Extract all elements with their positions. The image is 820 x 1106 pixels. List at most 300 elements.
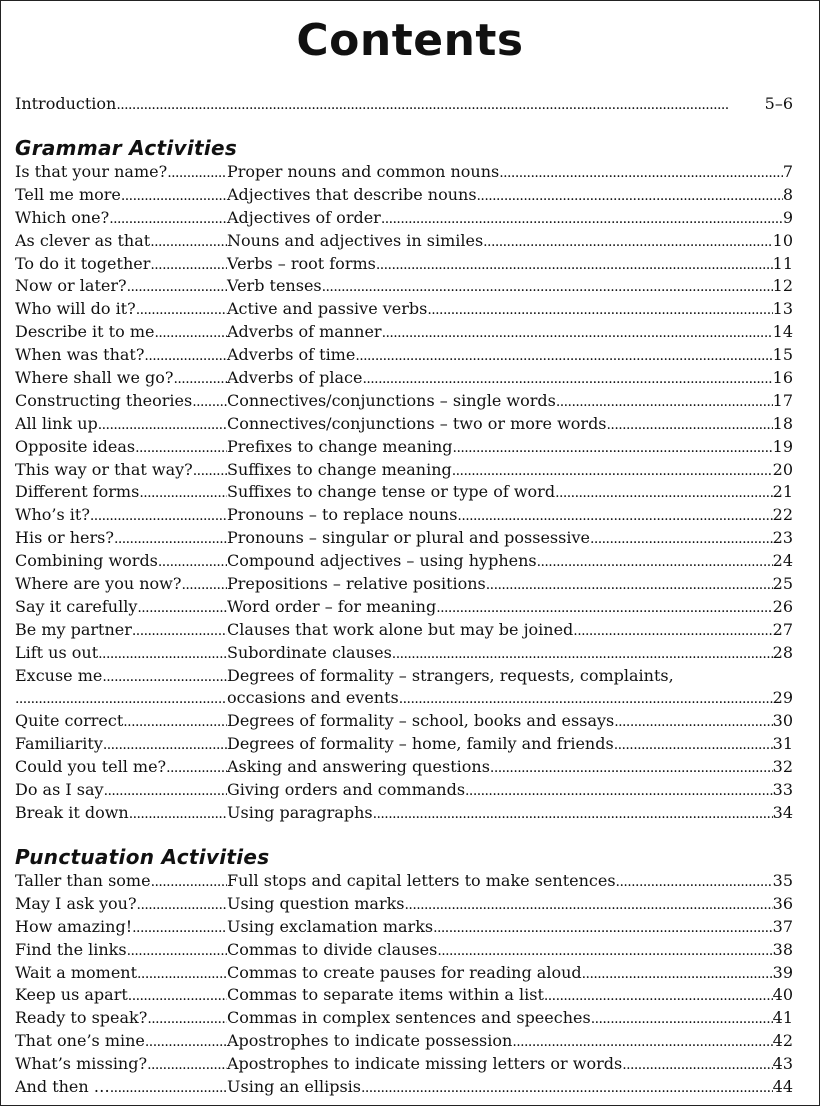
dot-leader: [457, 504, 772, 528]
dot-leader: [102, 665, 227, 689]
dot-leader: [322, 275, 773, 299]
topic-cell: [227, 573, 793, 597]
toc-entry[interactable]: [15, 504, 793, 527]
toc-entry[interactable]: [15, 367, 793, 390]
topic-title: Using exclamation marks: [227, 916, 434, 936]
activity-title: All link up: [15, 413, 98, 433]
activity-title: Keep us apart: [15, 985, 128, 1005]
activity-cell: [15, 459, 227, 483]
page-number: 38: [772, 939, 793, 959]
page-number: 44: [772, 1077, 793, 1097]
topic-title: Asking and answering questions: [227, 757, 490, 777]
activity-title: How amazing!: [15, 916, 133, 936]
page-number: 9: [782, 207, 793, 227]
activity-title: Say it carefully: [15, 596, 138, 616]
activity-cell: [15, 390, 227, 414]
activity-cell: [15, 367, 227, 391]
toc-entry[interactable]: [15, 1030, 793, 1053]
toc-entry[interactable]: [15, 802, 793, 825]
dot-leader: [158, 550, 227, 574]
activity-title: To do it together: [15, 253, 151, 273]
dot-leader: [556, 390, 773, 414]
page-number: 37: [772, 916, 793, 936]
topic-cell: [227, 390, 793, 414]
page-number: 30: [772, 711, 793, 731]
page-number: 24: [772, 551, 793, 571]
dot-leader: [590, 527, 773, 551]
activity-cell: [15, 321, 227, 345]
activity-title: And then …: [15, 1077, 110, 1097]
topic-title: Adjectives of order: [227, 207, 381, 227]
dot-leader: [128, 984, 227, 1008]
dot-leader: [544, 984, 773, 1008]
activity-title: As clever as that: [15, 230, 151, 250]
topic-cell: [227, 527, 793, 551]
activity-cell: [15, 665, 227, 711]
dot-leader: [98, 642, 227, 666]
dot-leader: [147, 1053, 227, 1077]
dot-leader: [490, 756, 773, 780]
dot-leader: [381, 207, 783, 231]
toc-entry[interactable]: [15, 962, 793, 985]
activity-cell: [15, 893, 227, 917]
activity-title: Who will do it?: [15, 299, 136, 319]
dot-leader: [110, 1076, 227, 1100]
dot-leader: [607, 413, 773, 437]
toc-entry[interactable]: [15, 573, 793, 596]
topic-title: Pronouns – singular or plural and possessive: [227, 528, 590, 548]
toc-entry[interactable]: [15, 481, 793, 504]
topic-title: Apostrophes to indicate missing letters or words: [227, 1054, 623, 1074]
topic-cell: [227, 802, 793, 826]
page-number: 11: [772, 253, 793, 273]
topic-cell: [227, 642, 793, 666]
intro-pages: 5–6: [764, 94, 793, 113]
page-number: 10: [772, 230, 793, 250]
page-number: 28: [772, 642, 793, 662]
topic-title: Verbs – root forms: [227, 253, 376, 273]
dot-leader: [582, 962, 773, 986]
dot-leader: [145, 1030, 227, 1054]
dot-leader: [121, 184, 227, 208]
dot-leader: [150, 230, 227, 254]
intro-entry[interactable]: [15, 93, 793, 115]
topic-cell: [227, 504, 793, 528]
topic-cell: [227, 779, 793, 803]
topic-cell: [227, 207, 793, 231]
toc-entry[interactable]: [15, 344, 793, 367]
activity-cell: [15, 802, 227, 826]
activity-title: His or hers?: [15, 528, 114, 548]
dot-leader: [116, 93, 764, 116]
dot-leader: [137, 962, 227, 986]
page-number: 19: [772, 436, 793, 456]
dot-leader: [373, 802, 773, 826]
page-number: 20: [772, 459, 793, 479]
activity-cell: [15, 1076, 227, 1100]
activity-cell: [15, 275, 227, 299]
page-number: 7: [782, 162, 793, 181]
dot-leader: [427, 298, 772, 322]
toc-entry[interactable]: [15, 298, 793, 321]
activity-title: Taller than some: [15, 871, 151, 890]
dot-leader: [129, 802, 227, 826]
page-title: Contents: [296, 15, 524, 66]
dot-leader: [137, 596, 227, 620]
topic-title: Clauses that work alone but may be joined: [227, 619, 574, 639]
page-number: 22: [772, 505, 793, 525]
activity-title: Which one?: [15, 207, 110, 227]
topic-title: Using question marks: [227, 893, 405, 913]
topic-cell: [227, 1076, 793, 1100]
activity-cell: [15, 870, 227, 894]
dot-leader: [614, 733, 773, 757]
topic-title-line1: Degrees of formality – strangers, requests, complaints,: [227, 665, 674, 685]
toc-entry[interactable]: [15, 207, 793, 230]
activity-cell: [15, 573, 227, 597]
activity-title: Could you tell me?: [15, 757, 167, 777]
page-number: 42: [772, 1031, 793, 1051]
activity-cell: [15, 436, 227, 460]
topic-title: Commas to create pauses for reading aloud: [227, 962, 582, 982]
toc-entry[interactable]: [15, 390, 793, 413]
topic-cell: [227, 230, 793, 254]
page-number: 33: [772, 780, 793, 800]
page-number: 8: [782, 184, 793, 204]
topic-cell: [227, 436, 793, 460]
activity-title: Do as I say: [15, 780, 104, 800]
topic-cell: [227, 1053, 793, 1077]
dot-leader: [399, 687, 773, 711]
topic-cell: [227, 459, 793, 483]
toc-entry[interactable]: [15, 916, 793, 939]
grammar-list: [15, 161, 793, 825]
activity-title: Quite correct: [15, 711, 124, 731]
dot-leader: [135, 436, 227, 460]
toc-entry[interactable]: [15, 619, 793, 642]
activity-cell: [15, 939, 227, 963]
page-number: 26: [772, 596, 793, 616]
intro-label: Introduction: [15, 94, 117, 113]
topic-cell: [227, 916, 793, 940]
topic-title: Adverbs of time: [227, 345, 356, 365]
dot-leader: [127, 939, 227, 963]
page-number: 34: [772, 802, 793, 822]
topic-title: Suffixes to change meaning: [227, 459, 452, 479]
dot-leader: [437, 939, 772, 963]
toc-entry[interactable]: [15, 1076, 793, 1099]
dot-leader: [616, 870, 773, 894]
topic-cell: [227, 275, 793, 299]
dot-leader: [103, 733, 227, 757]
activity-cell: [15, 161, 227, 185]
topic-cell: [227, 984, 793, 1008]
activity-title: Constructing theories: [15, 390, 193, 410]
toc-entry[interactable]: [15, 275, 793, 298]
dot-leader: [167, 161, 227, 185]
punctuation-heading: Punctuation Activities: [15, 845, 270, 869]
page-number: 36: [772, 893, 793, 913]
activity-cell: [15, 596, 227, 620]
dot-leader: [591, 1007, 773, 1031]
dot-leader: [512, 1030, 772, 1054]
topic-cell: [227, 1030, 793, 1054]
topic-title: Connectives/conjunctions – two or more words: [227, 413, 607, 433]
topic-cell: [227, 962, 793, 986]
toc-entry[interactable]: [15, 733, 793, 756]
activity-cell: [15, 550, 227, 574]
activity-cell: [15, 756, 227, 780]
topic-title: Adverbs of place: [227, 368, 363, 388]
topic-title: Active and passive verbs: [227, 299, 428, 319]
activity-title: Combining words: [15, 551, 158, 571]
topic-cell: [227, 1007, 793, 1031]
page-number: 12: [772, 276, 793, 296]
topic-cell: [227, 939, 793, 963]
topic-cell: [227, 481, 793, 505]
dot-leader: [136, 298, 227, 322]
activity-title: This way or that way?: [15, 459, 193, 479]
activity-cell: [15, 916, 227, 940]
topic-cell: [227, 161, 793, 185]
dot-leader: [452, 459, 773, 483]
toc-entry[interactable]: [15, 870, 793, 893]
dot-leader: [90, 504, 227, 528]
activity-title: Lift us out: [15, 642, 99, 662]
page-number: 14: [772, 322, 793, 342]
activity-cell: [15, 207, 227, 231]
activity-title: Tell me more: [15, 184, 121, 204]
topic-cell: [227, 184, 793, 208]
topic-title: Adjectives that describe nouns: [227, 184, 477, 204]
topic-title: Degrees of formality – home, family and friends: [227, 734, 614, 754]
activity-cell: [15, 298, 227, 322]
activity-title: Break it down: [15, 802, 129, 822]
activity-title: Describe it to me: [15, 322, 155, 342]
dot-leader: [555, 481, 773, 505]
page-number: 32: [772, 757, 793, 777]
page-number: 35: [772, 871, 793, 890]
activity-cell: [15, 253, 227, 277]
dot-leader: [137, 893, 227, 917]
activity-cell: [15, 527, 227, 551]
topic-cell: [227, 596, 793, 620]
dot-leader: [477, 184, 783, 208]
activity-title: Opposite ideas: [15, 436, 136, 456]
toc-entry[interactable]: [15, 779, 793, 802]
page-number: 25: [772, 574, 793, 594]
topic-title: Connectives/conjunctions – single words: [227, 390, 556, 410]
dot-leader: [132, 916, 227, 940]
toc-entry[interactable]: [15, 230, 793, 253]
dot-leader: [166, 756, 227, 780]
toc-entry[interactable]: [15, 527, 793, 550]
activity-cell: [15, 1030, 227, 1054]
activity-cell: [15, 481, 227, 505]
grammar-heading: Grammar Activities: [15, 136, 238, 160]
dot-leader: [123, 710, 227, 734]
toc-entry[interactable]: [15, 184, 793, 207]
dot-leader: [499, 161, 783, 185]
dot-leader: [573, 619, 772, 643]
topic-cell: [227, 344, 793, 368]
activity-title: Is that your name?: [15, 162, 168, 181]
toc-entry[interactable]: [15, 939, 793, 962]
dot-leader: [144, 344, 227, 368]
dot-leader: [174, 367, 228, 391]
page-number: 29: [772, 688, 793, 708]
topic-title: Pronouns – to replace nouns: [227, 505, 458, 525]
toc-entry[interactable]: [15, 756, 793, 779]
topic-title: Giving orders and commands: [227, 780, 466, 800]
dot-leader: [139, 481, 227, 505]
dot-leader: [405, 893, 773, 917]
dot-leader: [181, 573, 227, 597]
page-number: 41: [772, 1008, 793, 1028]
dot-leader: [483, 230, 772, 254]
dot-leader: [114, 527, 227, 551]
activity-title: Wait a moment: [15, 962, 138, 982]
activity-cell: [15, 184, 227, 208]
toc-entry[interactable]: [15, 550, 793, 573]
toc-entry[interactable]: [15, 984, 793, 1007]
dot-leader: [376, 253, 773, 277]
topic-title: Adverbs of manner: [227, 322, 382, 342]
activity-title: Excuse me: [15, 665, 103, 685]
activity-cell: [15, 344, 227, 368]
activity-title: Be my partner: [15, 619, 132, 639]
topic-title: Compound adjectives – using hyphens: [227, 551, 537, 571]
activity-cell: [15, 733, 227, 757]
activity-cell: [15, 413, 227, 437]
activity-title: Different forms: [15, 482, 140, 502]
toc-entry[interactable]: [15, 1053, 793, 1076]
page-number: 43: [772, 1054, 793, 1074]
toc-entry[interactable]: [15, 893, 793, 916]
activity-cell: [15, 710, 227, 734]
punctuation-list: [15, 870, 793, 1099]
dot-leader: [622, 1053, 772, 1077]
toc-entry[interactable]: [15, 413, 793, 436]
dot-leader: [132, 619, 227, 643]
toc-entry[interactable]: [15, 710, 793, 733]
topic-cell: [227, 756, 793, 780]
activity-cell: [15, 1053, 227, 1077]
topic-title: Suffixes to change tense or type of word: [227, 482, 556, 502]
toc-entry[interactable]: [15, 596, 793, 619]
topic-cell: [227, 665, 793, 711]
activity-title: That one’s mine: [15, 1031, 145, 1051]
activity-title: Ready to speak?: [15, 1008, 148, 1028]
dot-leader: [362, 367, 772, 391]
toc-entry[interactable]: [15, 665, 793, 711]
topic-title: Word order – for meaning: [227, 596, 437, 616]
topic-cell: [227, 870, 793, 894]
topic-cell: [227, 619, 793, 643]
page-number: 18: [772, 413, 793, 433]
activity-cell: [15, 230, 227, 254]
topic-cell: [227, 413, 793, 437]
topic-title: Prepositions – relative positions: [227, 574, 486, 594]
toc-entry[interactable]: [15, 253, 793, 276]
topic-title: Verb tenses: [227, 276, 322, 296]
dot-leader: [465, 779, 773, 803]
topic-cell: [227, 298, 793, 322]
page-number: 39: [772, 962, 793, 982]
dot-leader: [392, 642, 773, 666]
dot-leader: [127, 275, 227, 299]
page-number: 23: [772, 528, 793, 548]
activity-title: Familiarity: [15, 734, 103, 754]
topic-title: Apostrophes to indicate possession: [227, 1031, 513, 1051]
topic-title: Proper nouns and common nouns: [227, 162, 500, 181]
toc-entry[interactable]: [15, 321, 793, 344]
dot-leader: [104, 779, 227, 803]
activity-cell: [15, 1007, 227, 1031]
page-number: 27: [772, 619, 793, 639]
activity-cell: [15, 504, 227, 528]
toc-entry[interactable]: [15, 1007, 793, 1030]
toc-entry[interactable]: [15, 161, 793, 184]
topic-title: Using paragraphs: [227, 802, 373, 822]
topic-title: Degrees of formality – school, books and essays: [227, 711, 615, 731]
topic-title: Commas to divide clauses: [227, 939, 438, 959]
topic-cell: [227, 893, 793, 917]
page-number: 21: [772, 482, 793, 502]
page-number: 15: [772, 345, 793, 365]
activity-title: May I ask you?: [15, 893, 137, 913]
page-number: 17: [772, 390, 793, 410]
activity-title: Where are you now?: [15, 574, 182, 594]
activity-title: What’s missing?: [15, 1054, 148, 1074]
activity-cell: [15, 619, 227, 643]
dot-leader: [192, 390, 227, 414]
toc-entry[interactable]: [15, 642, 793, 665]
page-number: 40: [772, 985, 793, 1005]
activity-cell: [15, 642, 227, 666]
dot-leader: [537, 550, 773, 574]
dot-leader: [154, 321, 227, 345]
activity-cell: [15, 779, 227, 803]
toc-entry[interactable]: [15, 459, 793, 482]
activity-title: Who’s it?: [15, 505, 90, 525]
dot-leader: [15, 687, 227, 710]
topic-title: Prefixes to change meaning: [227, 436, 453, 456]
toc-entry[interactable]: [15, 436, 793, 459]
dot-leader: [193, 459, 227, 483]
topic-title-line2: occasions and events: [227, 688, 399, 708]
activity-title: Find the links: [15, 939, 127, 959]
topic-title: Commas in complex sentences and speeches: [227, 1008, 591, 1028]
dot-leader: [98, 413, 227, 437]
dot-leader: [433, 916, 773, 940]
dot-leader: [109, 207, 227, 231]
page-number: 13: [772, 299, 793, 319]
topic-cell: [227, 710, 793, 734]
activity-cell: [15, 984, 227, 1008]
dot-leader: [147, 1007, 227, 1031]
activity-cell: [15, 962, 227, 986]
activity-title: Now or later?: [15, 276, 127, 296]
dot-leader: [486, 573, 773, 597]
topic-cell: [227, 733, 793, 757]
dot-leader: [436, 596, 772, 620]
topic-title: Nouns and adjectives in similes: [227, 230, 484, 250]
activity-title: Where shall we go?: [15, 368, 174, 388]
activity-title: When was that?: [15, 345, 145, 365]
topic-title: Commas to separate items within a list: [227, 985, 544, 1005]
topic-cell: [227, 550, 793, 574]
